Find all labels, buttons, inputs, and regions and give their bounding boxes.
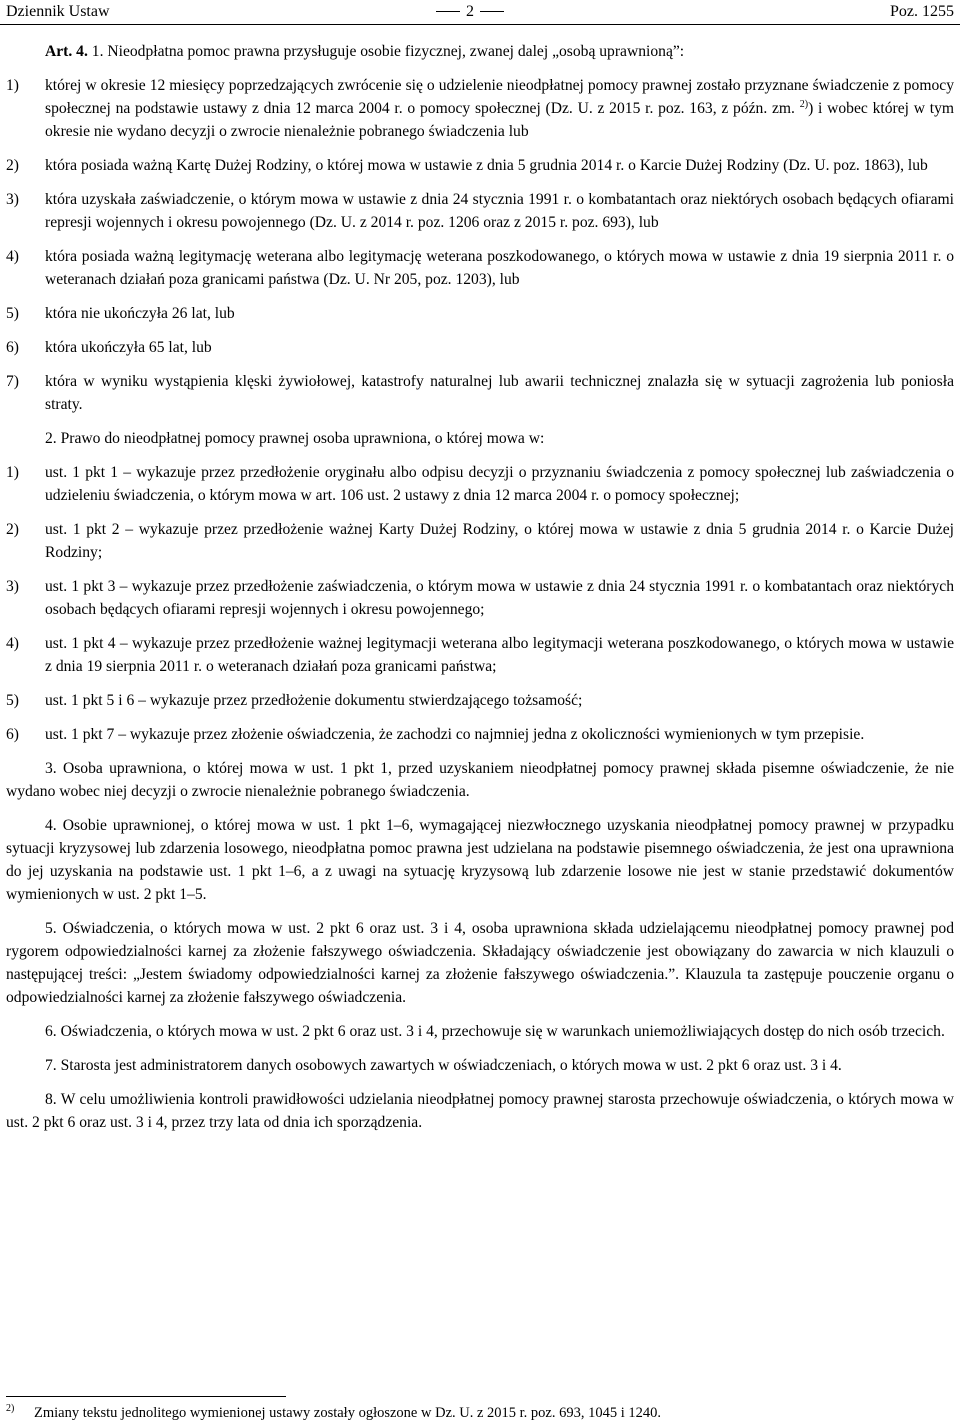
list-item xyxy=(6,74,954,143)
position-number: Poz. 1255 xyxy=(890,3,954,20)
page-number xyxy=(436,0,504,23)
paragraph-8: 8. W celu umożliwienia kontroli prawidłowości udzielania nieodpłatnej pomocy prawnej starosta przechowuje oświadczenia, o których mowa w ust. 2 pkt 6 oraz ust. 3 i 4, przez trzy lata od dnia ich sporządzenia. xyxy=(6,1091,954,1131)
item-text-part: której w okresie 12 miesięcy poprzedzających zwrócenie się o udzielenie nieodpłatnej pomocy prawnej zostało przyznane świadczenie z pomocy społecznej na podstawie ustawy z dnia 12 marca 2004 r. o pomocy społecznej (Dz. U. z 2015 r. poz. 163, z późn. zm. xyxy=(45,77,954,117)
list-item xyxy=(6,336,954,359)
item-text: ust. 1 pkt 2 – wykazuje przez przedłożenie ważnej Karty Dużej Rodziny, o której mowa w ustawie z dnia 5 grudnia 2014 r. o Karcie Dużej Rodziny; xyxy=(45,521,954,561)
list-item xyxy=(6,154,954,177)
item-number: 1) xyxy=(6,77,19,94)
item-text: która nie ukończyła 26 lat, lub xyxy=(45,305,235,322)
header-rule xyxy=(0,24,960,25)
item-text: która uzyskała zaświadczenie, o którym mowa w ustawie z dnia 24 stycznia 1991 r. o kombatantach oraz niektórych osobach będących ofiarami represji wojennych i okresu powojennego (Dz. U. z 2014 r. poz. 1206 oraz z 2015 r. poz. 693), lub xyxy=(45,191,954,231)
item-text: ust. 1 pkt 4 – wykazuje przez przedłożenie ważnej legitymacji weterana albo legitymacji weterana poszkodowanego, o których mowa w ustawie z dnia 19 sierpnia 2011 r. o weteranach działań poza granicami państwa; xyxy=(45,635,954,675)
paragraph-5: 5. Oświadczenia, o których mowa w ust. 2 pkt 6 oraz ust. 3 i 4, osoba uprawniona składa udzielającemu nieodpłatnej pomocy prawnej pod rygorem odpowiedzialności karnej za złożenie fałszywego oświadczenia. Składający oświadczenie jest obowiązany do zawarcia w nich klauzuli o następującej treści: „Jestem świadomy odpowiedzialności karnej za złożenie fałszywego oświadczenia.”. Klauzula ta zastępuje pouczenie organu o odpowiedzialności karnej za złożenie fałszywego oświadczenia. xyxy=(6,920,954,1006)
list-item xyxy=(6,689,954,712)
item-number: 7) xyxy=(6,373,19,390)
item-text: ust. 1 pkt 3 – wykazuje przez przedłożenie zaświadczenia, o którym mowa w ustawie z dnia 24 stycznia 1991 r. o kombatantach oraz niektórych osobach będących ofiarami represji wojennych i okresu powojennego; xyxy=(45,578,954,618)
list-item xyxy=(6,302,954,325)
list-item xyxy=(6,461,954,507)
footnote-ref: 2) xyxy=(799,98,809,110)
list-item xyxy=(6,188,954,234)
dash-left xyxy=(436,11,460,12)
list-item xyxy=(6,632,954,678)
item-text: która ukończyła 65 lat, lub xyxy=(45,339,212,356)
journal-title: Dziennik Ustaw xyxy=(6,3,110,20)
item-number: 1) xyxy=(6,464,19,481)
paragraph-6: 6. Oświadczenia, o których mowa w ust. 2 pkt 6 oraz ust. 3 i 4, przechowuje się w warunkach uniemożliwiających dostęp do nich osób trzecich. xyxy=(45,1023,945,1040)
item-text: ust. 1 pkt 5 i 6 – wykazuje przez przedłożenie dokumentu stwierdzającego tożsamość; xyxy=(45,692,583,709)
item-text: ust. 1 pkt 1 – wykazuje przez przedłożenie oryginału albo odpisu decyzji o przyznaniu świadczenia z pomocy społecznej lub zaświadczenia o udzieleniu świadczenia, o którym mowa w art. 106 ust. 2 ustawy z dnia 12 marca 2004 r. o pomocy społecznej; xyxy=(45,464,954,504)
item-text: która posiada ważną legitymację weterana albo legitymację weterana poszkodowanego, o których mowa w ustawie z dnia 19 sierpnia 2011 r. o weteranach działań poza granicami państwa (Dz. U. Nr 205, poz. 1203), lub xyxy=(45,248,954,288)
item-text: która w wyniku wystąpienia klęski żywiołowej, katastrofy naturalnej lub awarii technicznej znalazła się w sytuacji zagrożenia lub poniosła straty. xyxy=(45,373,954,413)
item-number: 3) xyxy=(6,578,19,595)
paragraph-3: 3. Osoba uprawniona, o której mowa w ust. 1 pkt 1, przed uzyskaniem nieodpłatnej pomocy prawnej składa pisemne oświadczenie, że nie wydano wobec niej decyzji o zwrocie nienależnie pobranego świadczenia. xyxy=(6,760,954,800)
page-number-value: 2 xyxy=(466,3,474,20)
list-item xyxy=(6,245,954,291)
item-number: 2) xyxy=(6,157,19,174)
article-label: Art. 4. xyxy=(45,43,88,60)
footnote-separator xyxy=(6,1396,286,1397)
item-text xyxy=(45,74,954,143)
footnote xyxy=(6,1402,954,1425)
paragraph-7: 7. Starosta jest administratorem danych osobowych zawartych w oświadczeniach, o których mowa w ust. 2 pkt 6 oraz ust. 3 i 4. xyxy=(45,1057,842,1074)
paragraph-1-intro: 1. Nieodpłatna pomoc prawna przysługuje osobie fizycznej, zwanej dalej „osobą uprawnioną”: xyxy=(91,43,685,60)
item-number: 5) xyxy=(6,305,19,322)
footnote-number: 2) xyxy=(6,1403,15,1414)
document-body xyxy=(6,40,954,1145)
list-item xyxy=(6,723,954,746)
page-header xyxy=(6,0,954,22)
item-text-part: ) i wobec której w tym okresie nie wydano decyzji o zwrocie nienależnie pobranego świadczenia lub xyxy=(45,100,955,140)
item-number: 4) xyxy=(6,248,19,265)
item-number: 6) xyxy=(6,339,19,356)
paragraph-4: 4. Osobie uprawnionej, o której mowa w ust. 1 pkt 1–6, wymagającej niezwłocznego uzyskania nieodpłatnej pomocy prawnej w przypadku sytuacji kryzysowej lub zdarzenia losowego, nieodpłatna pomoc prawna jest udzielana na podstawie pisemnego oświadczenia, że jest ona uprawniona do jej uzyskania na podstawie ust. 1 pkt 1–6, a z uwagi na sytuację kryzysową lub zdarzenie losowe nie jest w stanie przedstawić dokumentów wymienionych w ust. 2 pkt 1–5. xyxy=(6,817,954,903)
footnote-text: Zmiany tekstu jednolitego wymienionej ustawy zostały ogłoszone w Dz. U. z 2015 r. poz. 693, 1045 i 1240. xyxy=(34,1405,662,1421)
dash-right xyxy=(480,11,504,12)
item-number: 6) xyxy=(6,726,19,743)
article-intro xyxy=(6,40,954,63)
item-number: 5) xyxy=(6,692,19,709)
item-text: która posiada ważną Kartę Dużej Rodziny, o której mowa w ustawie z dnia 5 grudnia 2014 r. o Karcie Dużej Rodziny (Dz. U. poz. 1863), lub xyxy=(45,157,928,174)
item-number: 3) xyxy=(6,191,19,208)
list-item xyxy=(6,370,954,416)
item-number: 2) xyxy=(6,521,19,538)
item-number: 4) xyxy=(6,635,19,652)
item-text: ust. 1 pkt 7 – wykazuje przez złożenie oświadczenia, że zachodzi co najmniej jedna z okoliczności wymienionych w tym przepisie. xyxy=(45,726,865,743)
paragraph-2-intro: 2. Prawo do nieodpłatnej pomocy prawnej osoba uprawniona, o której mowa w: xyxy=(45,430,545,447)
list-item xyxy=(6,518,954,564)
list-item xyxy=(6,575,954,621)
